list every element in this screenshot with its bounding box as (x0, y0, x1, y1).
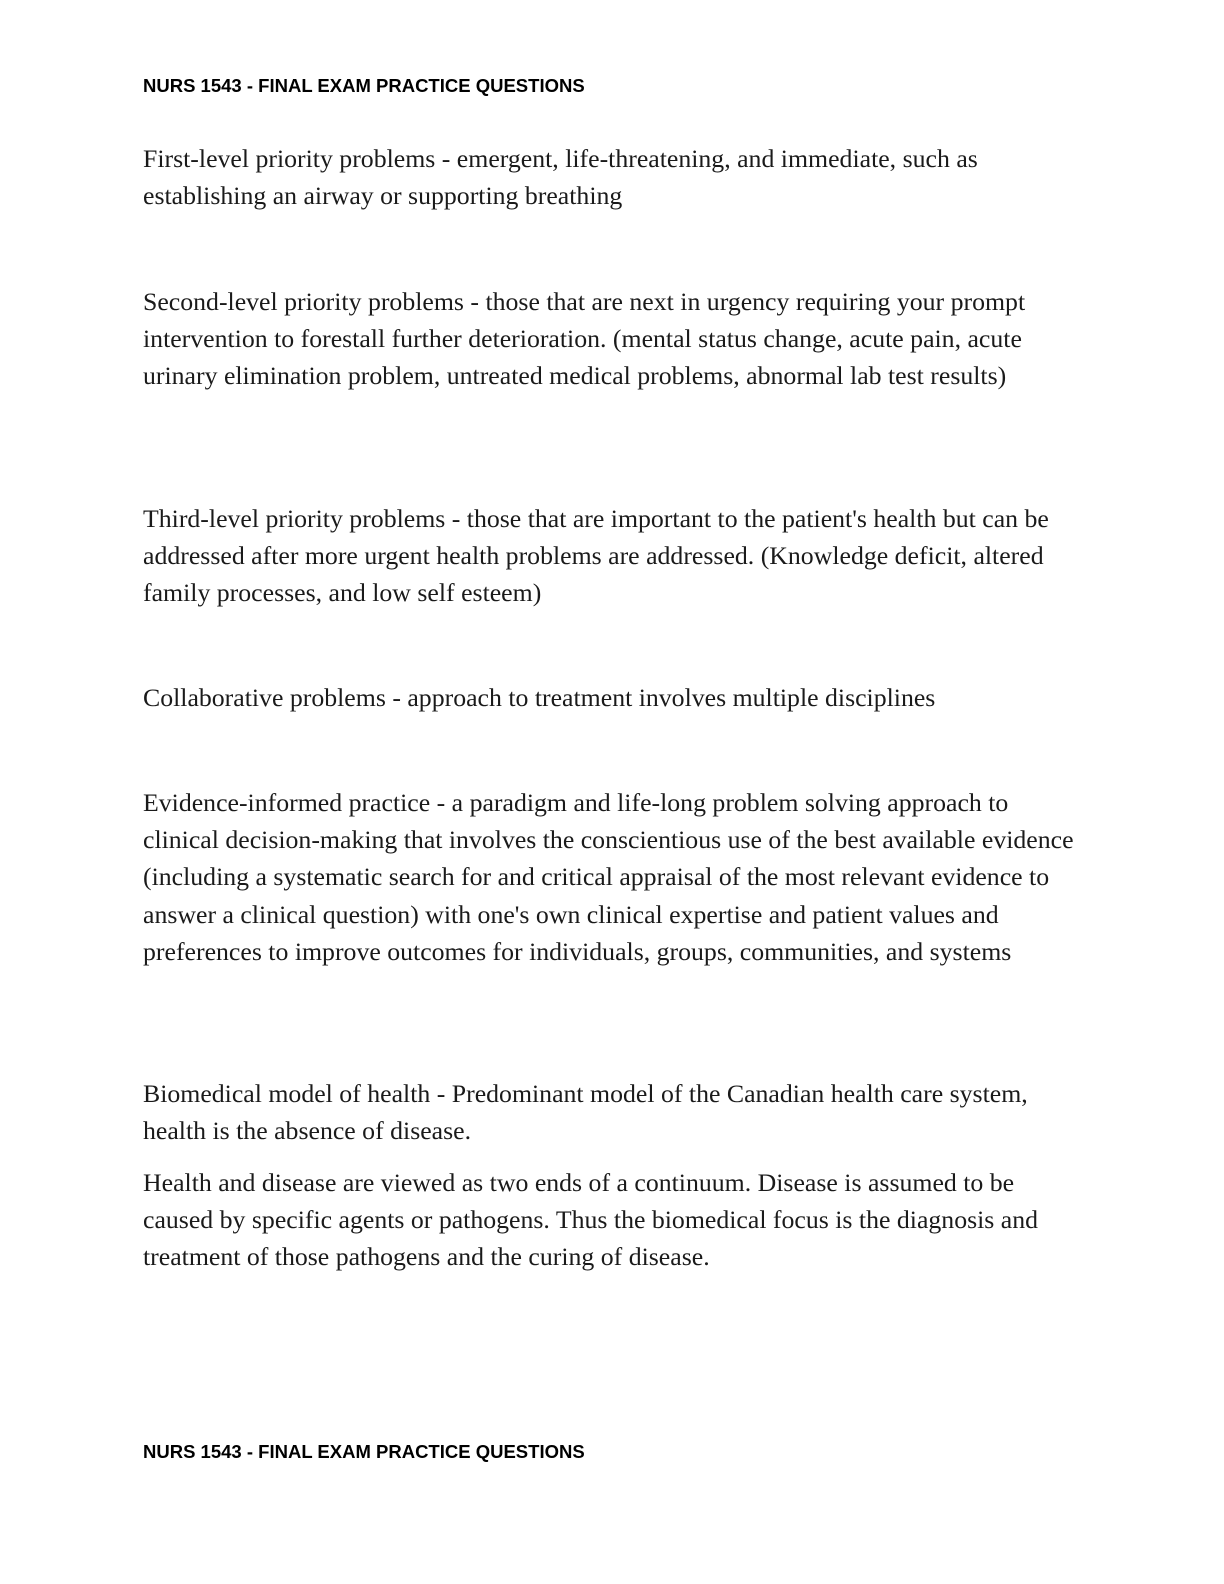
paragraph-second-level-priority: Second-level priority problems - those that are next in urgency requiring your prompt intervention to forestall further deterioration. (mental status change, acute pain, acute urinary elimination problem, untreated medical problems, abnormal lab test results) (143, 287, 1026, 391)
paragraph-first-level-priority: First-level priority problems - emergent, life-threatening, and immediate, such as establishing an airway or supporting breathing (143, 144, 978, 211)
paragraph-third-level-priority: Third-level priority problems - those that are important to the patient's health but can be addressed after more urgent health problems are addressed. (Knowledge deficit, altered family processes, and low self esteem) (143, 504, 1049, 608)
page-footer: NURS 1543 - FINAL EXAM PRACTICE QUESTIONS (143, 1441, 585, 1462)
paragraph-biomedical-model: Biomedical model of health - Predominant model of the Canadian health care system, health is the absence of disease. (143, 1079, 1028, 1146)
paragraph-health-disease-continuum: Health and disease are viewed as two ends of a continuum. Disease is assumed to be caused by specific agents or pathogens. Thus the biomedical focus is the diagnosis and treatment of those pathogens and the curing of disease. (143, 1168, 1039, 1272)
paragraph-collaborative-problems: Collaborative problems - approach to treatment involves multiple disciplines (143, 683, 936, 712)
paragraph-evidence-informed-practice: Evidence-informed practice - a paradigm and life-long problem solving approach to clinical decision-making that involves the conscientious use of the best available evidence (including a systematic search for and critical appraisal of the most relevant evidence to answer a clinical question) with one's own clinical expertise and patient values and preferences to improve outcomes for individuals, groups, communities, and systems (143, 788, 1074, 966)
page-header: NURS 1543 - FINAL EXAM PRACTICE QUESTIONS (143, 75, 585, 96)
